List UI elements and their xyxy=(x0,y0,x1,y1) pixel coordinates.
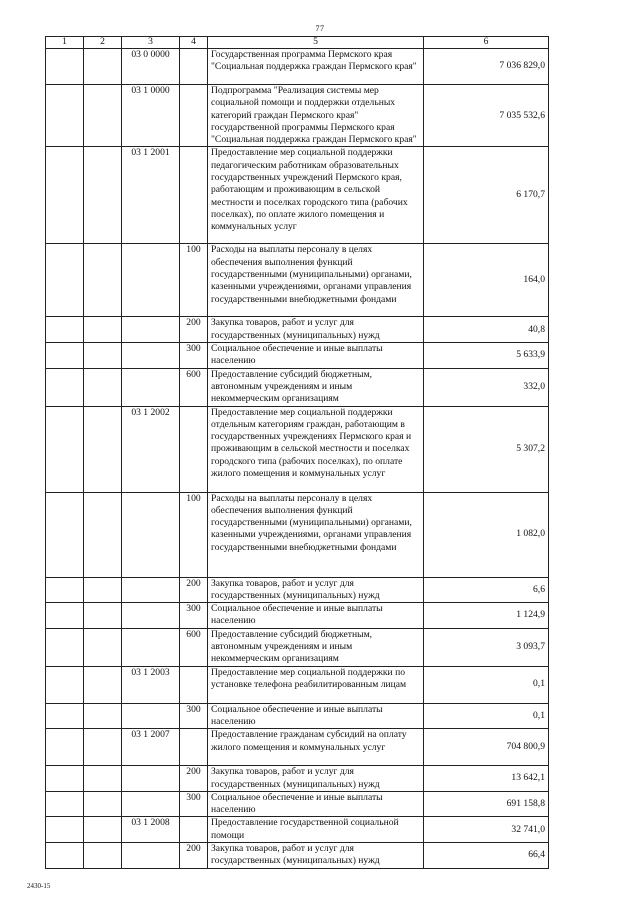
table-row xyxy=(46,703,549,729)
column-2-cell xyxy=(84,603,122,629)
target-code-cell: 03 1 0000 xyxy=(122,85,180,147)
column-1-cell xyxy=(46,817,84,843)
target-code-cell: 03 1 2002 xyxy=(122,406,180,492)
table-row xyxy=(46,368,549,406)
item-name-cell: Социальное обеспечение и иные выплаты населению xyxy=(208,343,424,369)
page-number: 77 xyxy=(315,24,325,33)
item-name-cell: Закупка товаров, работ и услуг для государственных (муниципальных) нужд xyxy=(208,577,424,603)
amount-cell: 40,8 xyxy=(424,317,549,343)
column-1-cell xyxy=(46,791,84,817)
column-1-cell xyxy=(46,729,84,766)
table-header-row xyxy=(46,37,549,49)
amount-cell: 704 800,9 xyxy=(424,729,549,766)
column-1-cell xyxy=(46,343,84,369)
column-2-cell xyxy=(84,628,122,666)
amount-cell: 7 036 829,0 xyxy=(424,49,549,85)
amount-cell: 7 035 532,6 xyxy=(424,85,549,147)
table-row xyxy=(46,406,549,492)
column-1-cell xyxy=(46,603,84,629)
column-1-cell xyxy=(46,766,84,792)
target-code-cell: 03 1 2003 xyxy=(122,666,180,703)
column-2-cell xyxy=(84,577,122,603)
amount-cell: 6 170,7 xyxy=(424,147,549,244)
expense-type-cell xyxy=(180,49,208,85)
expense-type-cell xyxy=(180,85,208,147)
column-header: 5 xyxy=(208,37,424,49)
amount-cell: 164,0 xyxy=(424,244,549,317)
column-2-cell xyxy=(84,343,122,369)
column-header: 1 xyxy=(46,37,84,49)
column-2-cell xyxy=(84,791,122,817)
item-name-cell: Предоставление мер социальной поддержки педагогическим работникам образовательных государственных учреждений Пермского края, работающим и проживающим в сельской местности и поселках городского типа (рабочих поселках), по оплате жилого помещения и коммунальных услуг xyxy=(208,147,424,244)
amount-cell: 1 124,9 xyxy=(424,603,549,629)
expense-type-cell: 300 xyxy=(180,343,208,369)
expense-type-cell xyxy=(180,817,208,843)
amount-cell: 1 082,0 xyxy=(424,492,549,577)
amount-cell: 0,1 xyxy=(424,703,549,729)
item-name-cell: Предоставление субсидий бюджетным, автономным учреждениям и иным некоммерческим организациям xyxy=(208,368,424,406)
amount-cell: 0,1 xyxy=(424,666,549,703)
column-2-cell xyxy=(84,317,122,343)
item-name-cell: Предоставление мер социальной поддержки отдельным категориям граждан, работающим в государственных учреждениях Пермского края и проживающим в сельской местности и поселках городского типа (рабочих поселках), по оплате жилого помещения и коммунальных услуг xyxy=(208,406,424,492)
amount-cell: 3 093,7 xyxy=(424,628,549,666)
table-row xyxy=(46,49,549,85)
target-code-cell: 03 1 2007 xyxy=(122,729,180,766)
item-name-cell: Закупка товаров, работ и услуг для государственных (муниципальных) нужд xyxy=(208,317,424,343)
table-row xyxy=(46,317,549,343)
table-row xyxy=(46,603,549,629)
amount-cell: 691 158,8 xyxy=(424,791,549,817)
target-code-cell: 03 1 2008 xyxy=(122,817,180,843)
column-1-cell xyxy=(46,843,84,869)
expense-type-cell xyxy=(180,147,208,244)
item-name-cell: Закупка товаров, работ и услуг для государственных (муниципальных) нужд xyxy=(208,766,424,792)
item-name-cell: Предоставление гражданам субсидий на оплату жилого помещения и коммунальных услуг xyxy=(208,729,424,766)
expense-type-cell: 600 xyxy=(180,628,208,666)
table-row xyxy=(46,791,549,817)
item-name-cell: Предоставление государственной социальной помощи xyxy=(208,817,424,843)
column-2-cell xyxy=(84,666,122,703)
column-2-cell xyxy=(84,406,122,492)
column-header: 2 xyxy=(84,37,122,49)
budget-table xyxy=(45,36,549,869)
target-code-cell xyxy=(122,628,180,666)
amount-cell: 66,4 xyxy=(424,843,549,869)
column-1-cell xyxy=(46,703,84,729)
table-row xyxy=(46,244,549,317)
column-2-cell xyxy=(84,843,122,869)
amount-cell: 32 741,0 xyxy=(424,817,549,843)
column-2-cell xyxy=(84,703,122,729)
column-2-cell xyxy=(84,817,122,843)
expense-type-cell: 300 xyxy=(180,603,208,629)
expense-type-cell: 300 xyxy=(180,703,208,729)
expense-type-cell: 100 xyxy=(180,492,208,577)
item-name-cell: Государственная программа Пермского края "Социальная поддержка граждан Пермского края" xyxy=(208,49,424,85)
column-1-cell xyxy=(46,85,84,147)
expense-type-cell: 200 xyxy=(180,317,208,343)
column-header: 3 xyxy=(122,37,180,49)
column-2-cell xyxy=(84,85,122,147)
table-row xyxy=(46,729,549,766)
column-1-cell xyxy=(46,317,84,343)
column-header: 6 xyxy=(424,37,549,49)
expense-type-cell xyxy=(180,666,208,703)
target-code-cell xyxy=(122,766,180,792)
table-row xyxy=(46,843,549,869)
expense-type-cell: 600 xyxy=(180,368,208,406)
item-name-cell: Закупка товаров, работ и услуг для государственных (муниципальных) нужд xyxy=(208,843,424,869)
column-1-cell xyxy=(46,577,84,603)
expense-type-cell xyxy=(180,729,208,766)
column-1-cell xyxy=(46,368,84,406)
expense-type-cell: 300 xyxy=(180,791,208,817)
target-code-cell xyxy=(122,843,180,869)
table-row xyxy=(46,85,549,147)
item-name-cell: Подпрограмма "Реализация системы мер социальной помощи и поддержки отдельных категорий граждан Пермского края" государственной программы Пермского края "Социальная поддержка граждан Пермского края" xyxy=(208,85,424,147)
target-code-cell xyxy=(122,244,180,317)
column-1-cell xyxy=(46,666,84,703)
table-row xyxy=(46,766,549,792)
column-1-cell xyxy=(46,244,84,317)
item-name-cell: Социальное обеспечение и иные выплаты населению xyxy=(208,791,424,817)
target-code-cell xyxy=(122,368,180,406)
expense-type-cell: 200 xyxy=(180,766,208,792)
amount-cell: 13 642,1 xyxy=(424,766,549,792)
column-2-cell xyxy=(84,49,122,85)
column-header: 4 xyxy=(180,37,208,49)
amount-cell: 5 307,2 xyxy=(424,406,549,492)
table-row xyxy=(46,817,549,843)
target-code-cell xyxy=(122,791,180,817)
footer-code: 2430-15 xyxy=(27,882,51,890)
table-row xyxy=(46,492,549,577)
target-code-cell xyxy=(122,492,180,577)
column-1-cell xyxy=(46,49,84,85)
target-code-cell xyxy=(122,603,180,629)
column-2-cell xyxy=(84,368,122,406)
item-name-cell: Расходы на выплаты персоналу в целях обеспечения выполнения функций государственными (муниципальными) органами, казенными учреждениями, органами управления государственными внебюджетными фондами xyxy=(208,492,424,577)
column-1-cell xyxy=(46,406,84,492)
target-code-cell: 03 0 0000 xyxy=(122,49,180,85)
expense-type-cell: 200 xyxy=(180,843,208,869)
target-code-cell xyxy=(122,343,180,369)
column-1-cell xyxy=(46,492,84,577)
target-code-cell: 03 1 2001 xyxy=(122,147,180,244)
table-row xyxy=(46,628,549,666)
item-name-cell: Предоставление мер социальной поддержки по установке телефона реабилитированным лицам xyxy=(208,666,424,703)
column-2-cell xyxy=(84,729,122,766)
item-name-cell: Социальное обеспечение и иные выплаты населению xyxy=(208,603,424,629)
expense-type-cell: 200 xyxy=(180,577,208,603)
table-row xyxy=(46,577,549,603)
column-2-cell xyxy=(84,492,122,577)
amount-cell: 332,0 xyxy=(424,368,549,406)
expense-type-cell: 100 xyxy=(180,244,208,317)
amount-cell: 5 633,9 xyxy=(424,343,549,369)
target-code-cell xyxy=(122,703,180,729)
item-name-cell: Социальное обеспечение и иные выплаты населению xyxy=(208,703,424,729)
column-1-cell xyxy=(46,147,84,244)
expense-type-cell xyxy=(180,406,208,492)
item-name-cell: Предоставление субсидий бюджетным, автономным учреждениям и иным некоммерческим организациям xyxy=(208,628,424,666)
table-row xyxy=(46,343,549,369)
column-2-cell xyxy=(84,147,122,244)
column-1-cell xyxy=(46,628,84,666)
table-row xyxy=(46,147,549,244)
amount-cell: 6,6 xyxy=(424,577,549,603)
table-row xyxy=(46,666,549,703)
item-name-cell: Расходы на выплаты персоналу в целях обеспечения выполнения функций государственными (муниципальными) органами, казенными учреждениями, органами управления государственными внебюджетными фондами xyxy=(208,244,424,317)
target-code-cell xyxy=(122,317,180,343)
column-2-cell xyxy=(84,766,122,792)
target-code-cell xyxy=(122,577,180,603)
column-2-cell xyxy=(84,244,122,317)
